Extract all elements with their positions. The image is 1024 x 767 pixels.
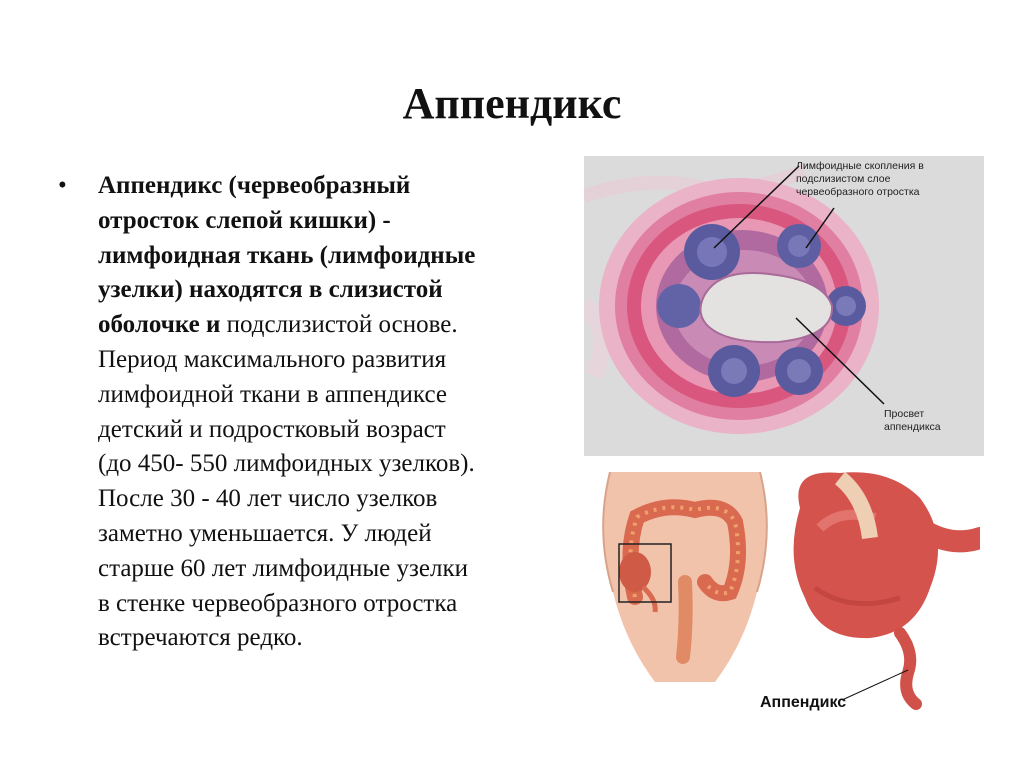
- body-normal-fragment: подслизистой основе.: [226, 311, 458, 339]
- body-line: детский и подростковый возраст: [98, 415, 446, 443]
- body-line-mixed: [98, 308, 584, 343]
- body-line: лимфоидной ткани в аппендиксе: [98, 380, 447, 408]
- body-line: отросток слепой кишки) -: [98, 206, 391, 234]
- body-paragraph: [98, 169, 584, 656]
- anatomy-torso-image: [585, 472, 785, 690]
- body-line: старше 60 лет лимфоидные узелки: [98, 554, 468, 582]
- bullet-marker: •: [58, 172, 67, 199]
- body-line: узелки) находятся в слизистой: [98, 276, 443, 304]
- histology-cross-section-image: [584, 156, 984, 456]
- body-bold-fragment: оболочке и: [98, 311, 227, 339]
- organ-label: Аппендикс: [760, 694, 847, 711]
- body-line: заметно уменьшается. У людей: [98, 519, 432, 547]
- anatomy-drawing: [585, 472, 785, 690]
- histology-label-lumen: Просвет аппендикса: [884, 408, 941, 433]
- body-line: Период максимального развития: [98, 345, 447, 373]
- organ-label-pointer: [840, 668, 910, 702]
- body-line: встречаются редко.: [98, 624, 303, 652]
- histology-label-nodules: Лимфоидные скопления в подслизистом слое червеобразного отростка: [796, 160, 924, 198]
- body-line: лимфоидная ткань (лимфоидные: [98, 241, 476, 269]
- body-line: в стенке червеобразного отростка: [98, 589, 458, 617]
- body-line: (до 450- 550 лимфоидных узелков).: [98, 450, 475, 478]
- slide-title: Аппендикс: [402, 79, 622, 128]
- body-line: После 30 - 40 лет число узелков: [98, 485, 438, 513]
- body-line: Аппендикс (червеобразный: [98, 172, 411, 199]
